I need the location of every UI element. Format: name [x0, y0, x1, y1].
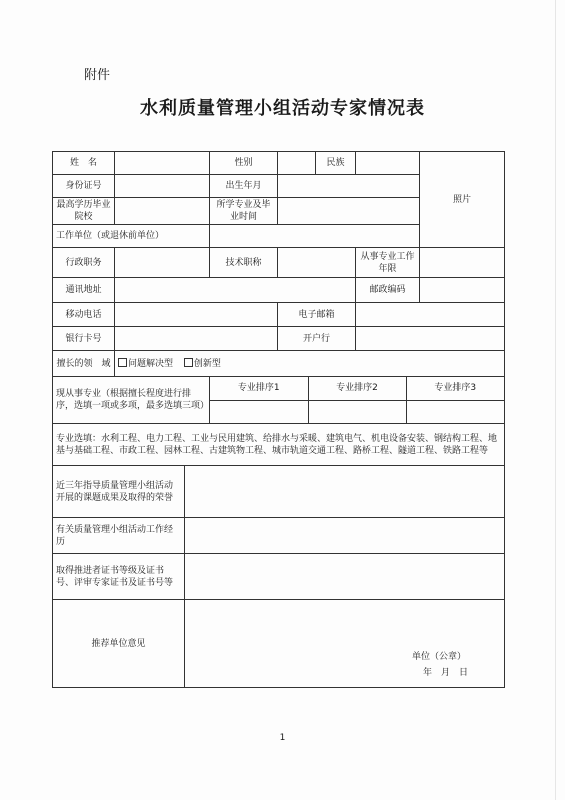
rank2-value[interactable]	[308, 400, 406, 423]
option-innovation-label: 创新型	[193, 358, 221, 369]
label-ethnicity: 民族	[316, 152, 356, 175]
label-guidance: 近三年指导质量管理小组活动开展的课题成果及取得的荣誉	[53, 466, 185, 518]
label-work-unit: 工作单位（或退休前单位）	[53, 225, 210, 248]
expert-info-form	[52, 151, 505, 688]
attachment-label: 附件	[84, 68, 111, 83]
row-major	[53, 377, 505, 424]
value-address[interactable]	[115, 278, 356, 303]
value-name[interactable]	[115, 152, 210, 175]
checkbox-icon[interactable]	[118, 358, 127, 367]
value-email[interactable]	[356, 303, 505, 327]
option-problem-solving[interactable]	[118, 359, 173, 369]
value-school[interactable]	[115, 198, 210, 225]
label-bank-card: 银行卡号	[53, 327, 115, 351]
option-problem-solving-label: 问题解决型	[128, 358, 174, 369]
rank1-label: 专业排序1	[210, 377, 308, 400]
row-recommend	[53, 600, 505, 688]
label-address: 通讯地址	[53, 278, 115, 303]
rank3-label: 专业排序3	[406, 377, 504, 400]
value-postcode[interactable]	[420, 278, 505, 303]
label-school: 最高学历毕业院校	[53, 198, 115, 225]
row-certificate	[53, 554, 505, 600]
row-post	[53, 248, 505, 278]
value-birth[interactable]	[278, 175, 420, 198]
major-rank-table	[210, 377, 504, 423]
value-major-time[interactable]	[278, 198, 420, 225]
label-admin-post: 行政职务	[53, 248, 115, 278]
value-admin-post[interactable]	[115, 248, 210, 278]
row-field	[53, 351, 505, 377]
label-email: 电子邮箱	[278, 303, 356, 327]
label-postcode: 邮政编码	[356, 278, 420, 303]
rank3-value[interactable]	[406, 400, 504, 423]
rank1-value[interactable]	[210, 400, 308, 423]
page-number: 1	[279, 733, 286, 743]
form-title: 水利质量管理小组活动专家情况表	[140, 98, 425, 119]
option-innovation[interactable]	[184, 359, 221, 369]
label-id-number: 身份证号	[53, 175, 115, 198]
value-years[interactable]	[420, 248, 505, 278]
value-ethnicity[interactable]	[356, 152, 420, 175]
value-tech-title[interactable]	[278, 248, 356, 278]
checkbox-icon[interactable]	[184, 358, 193, 367]
label-major-time: 所学专业及毕业时间	[210, 198, 278, 225]
label-name: 姓 名	[53, 152, 115, 175]
rank2-label: 专业排序2	[308, 377, 406, 400]
field-options	[115, 351, 505, 377]
label-bank: 开户行	[278, 327, 356, 351]
row-address	[53, 278, 505, 303]
rank-value-row	[210, 400, 504, 423]
row-major-options	[53, 424, 505, 466]
value-bank[interactable]	[356, 327, 505, 351]
value-work-unit[interactable]	[210, 225, 420, 248]
label-years: 从事专业工作年限	[356, 248, 420, 278]
value-bank-card[interactable]	[115, 327, 278, 351]
value-gender[interactable]	[278, 152, 316, 175]
seal-unit-label: 单位（公章）	[411, 652, 466, 662]
row-experience	[53, 518, 505, 554]
label-major-instruction: 现从事专业（根据擅长程度进行排序，选填一项或多项，最多选填三项）	[53, 377, 210, 424]
row-guidance	[53, 466, 505, 518]
row-bank	[53, 327, 505, 351]
value-guidance[interactable]	[185, 466, 505, 518]
major-rank-cells	[210, 377, 505, 424]
label-certificate: 取得推进者证书等级及证书号、评审专家证书及证书号等	[53, 554, 185, 600]
label-field: 擅长的领 域	[53, 351, 115, 377]
value-mobile[interactable]	[115, 303, 278, 327]
label-recommend: 推荐单位意见	[53, 600, 185, 688]
value-id-number[interactable]	[115, 175, 210, 198]
value-certificate[interactable]	[185, 554, 505, 600]
label-tech-title: 技术职称	[210, 248, 278, 278]
rank-header-row	[210, 377, 504, 400]
value-experience[interactable]	[185, 518, 505, 554]
value-recommend[interactable]	[185, 600, 505, 688]
row-name	[53, 152, 505, 175]
label-gender: 性别	[210, 152, 278, 175]
label-experience: 有关质量管理小组活动工作经历	[53, 518, 185, 554]
row-mobile	[53, 303, 505, 327]
label-mobile: 移动电话	[53, 303, 115, 327]
page-edge-line	[555, 0, 556, 800]
major-options-text: 专业选填：水利工程、电力工程、工业与民用建筑、给排水与采暖、建筑电气、机电设备安装、钢结构工程、地基与基础工程、市政工程、园林工程、古建筑物工程、城市轨道交通工程、路桥工程、隧道工程、铁路工程等	[53, 424, 505, 466]
seal-date-label: 年 月 日	[422, 668, 468, 678]
label-birth: 出生年月	[210, 175, 278, 198]
photo-box: 照片	[420, 152, 505, 248]
